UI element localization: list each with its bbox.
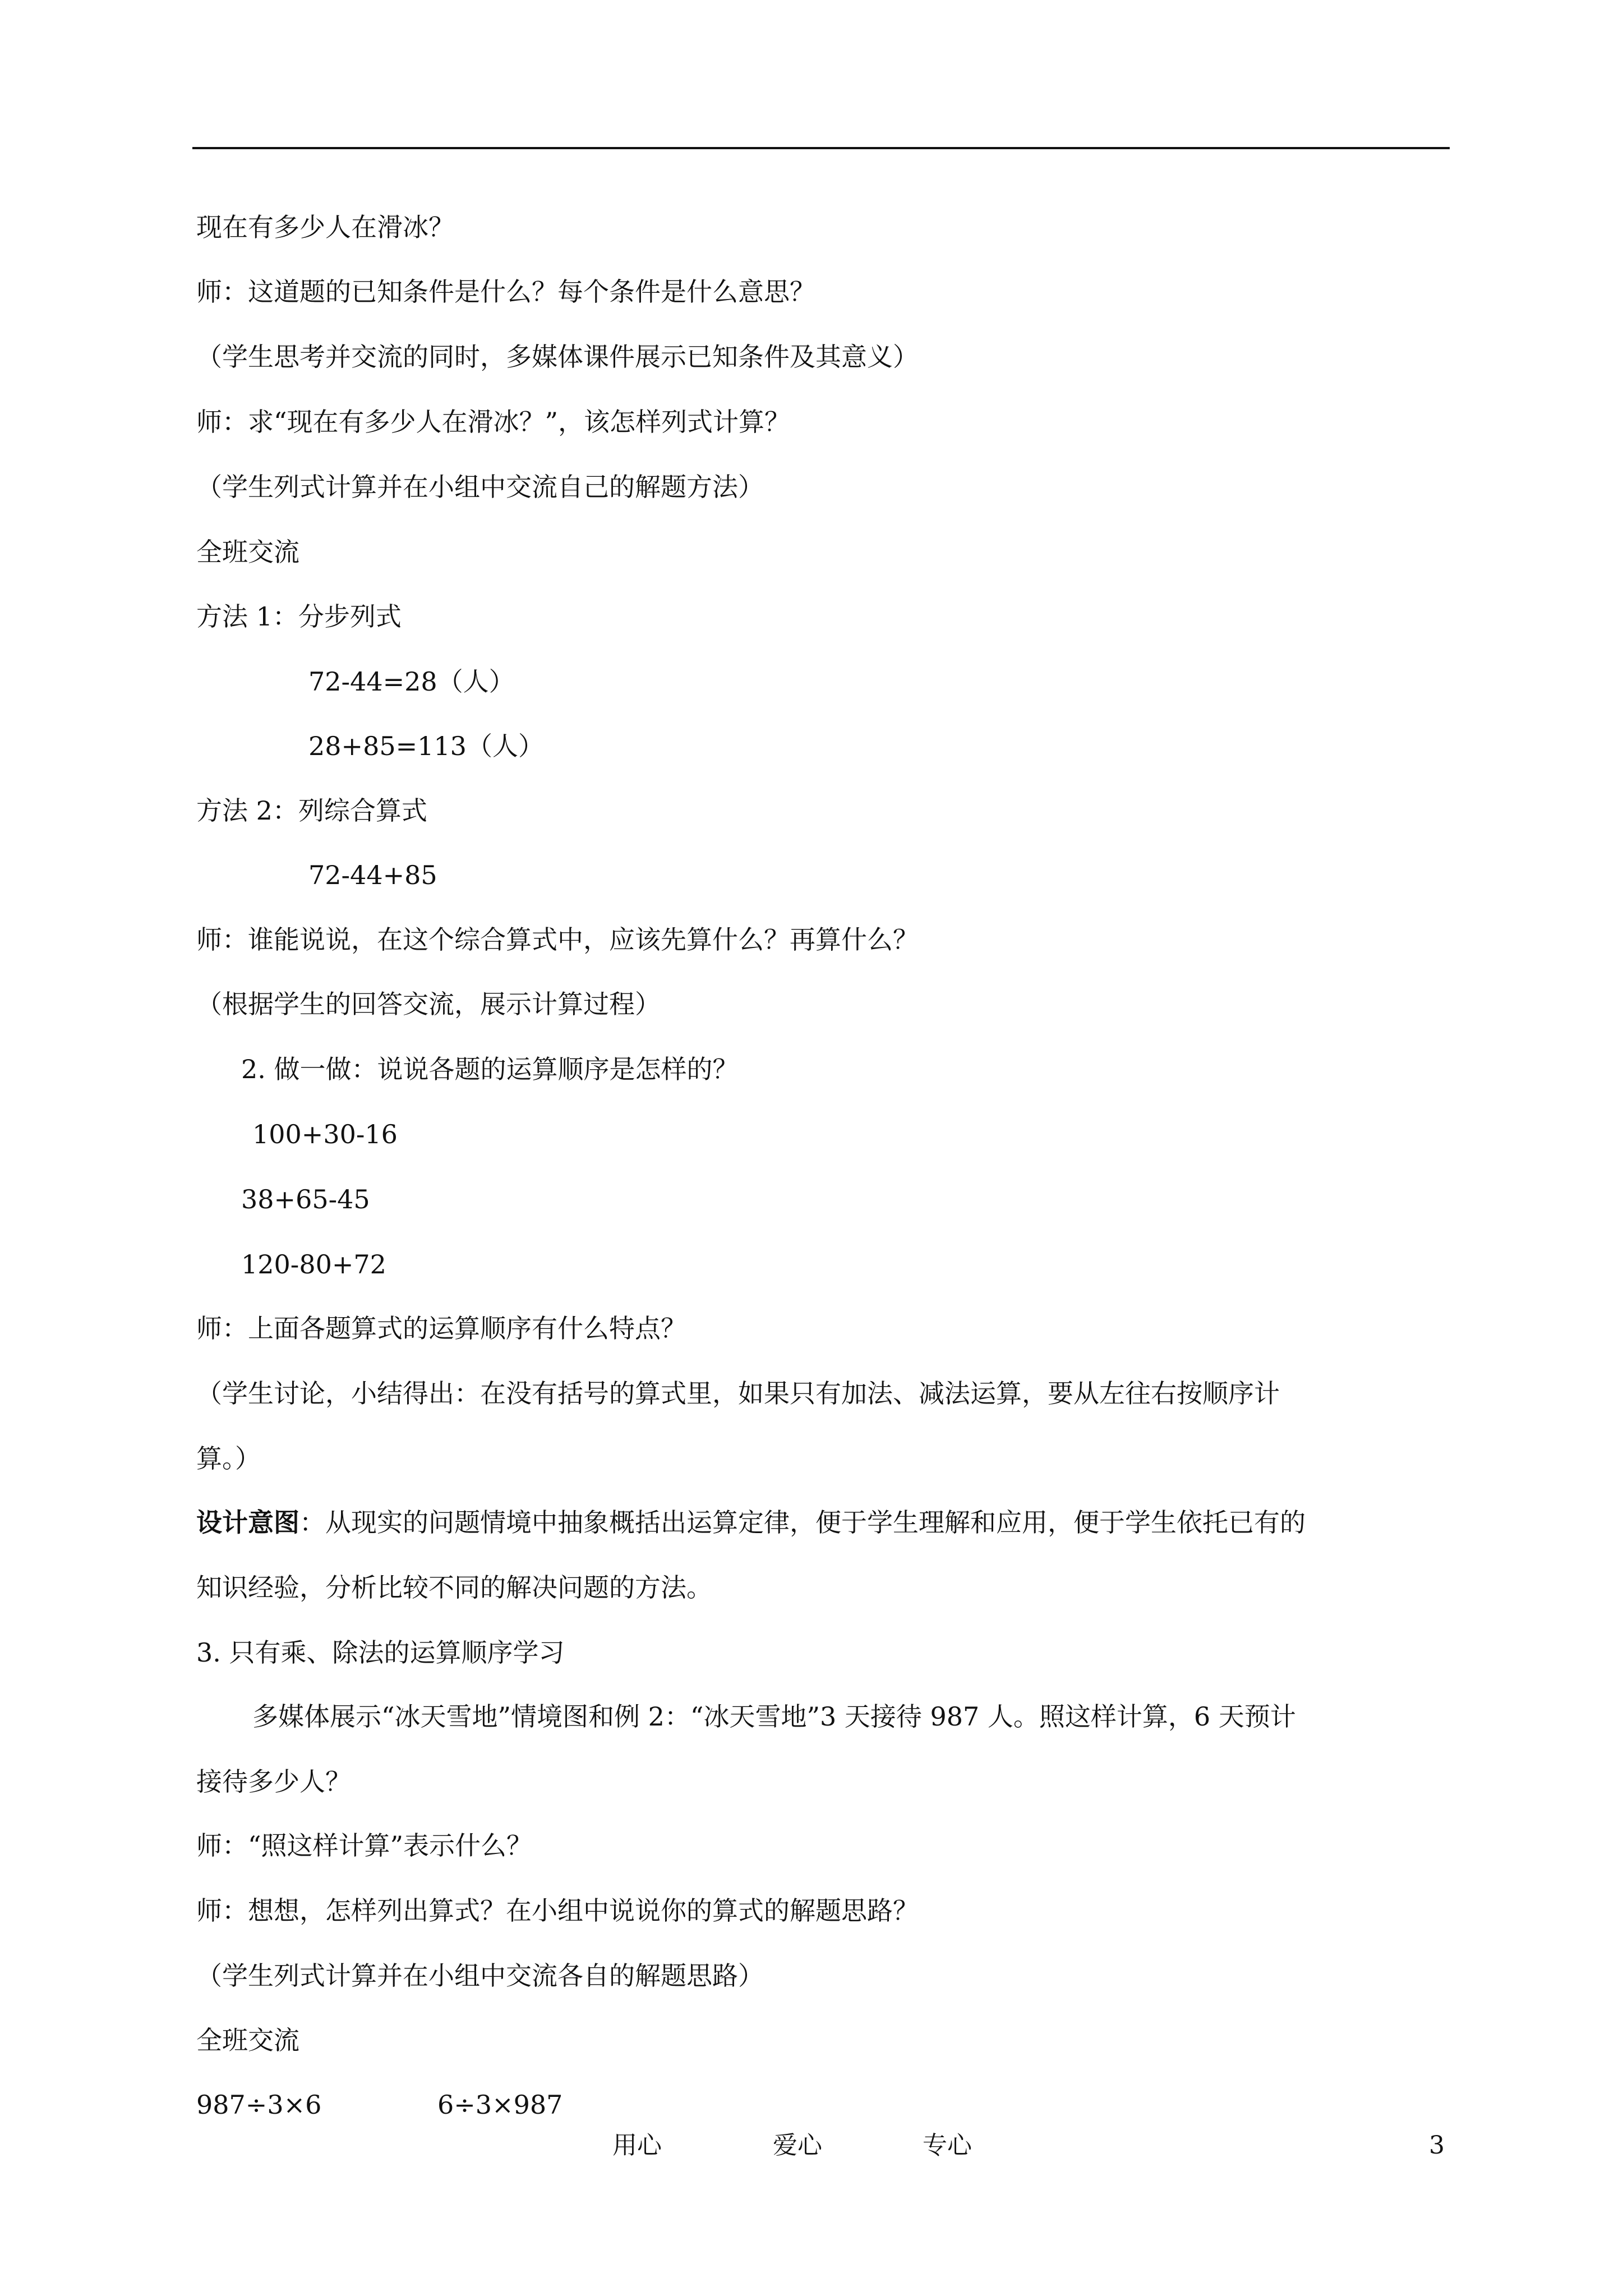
exercise-formula-2: 38+65-45 [241,1184,370,1214]
text-line-3: （学生思考并交流的同时，多媒体课件展示已知条件及其意义） [196,342,919,372]
formula-combined: 72-44+85 [308,860,437,890]
footer-word-3: 专心 [923,2131,972,2160]
exercise-formula-1: 100+30-16 [252,1119,398,1149]
formula-step-1: 72-44=28（人） [308,666,515,697]
text-line-28: （学生列式计算并在小组中交流各自的解题思路） [196,1961,764,1991]
exercise-heading: 2. 做一做：说说各题的运算顺序是怎样的？ [241,1054,739,1084]
text-line-2: 师：这道题的已知条件是什么？每个条件是什么意思？ [196,277,815,307]
text-line-6: 全班交流 [196,537,299,567]
text-line-22: 知识经验，分析比较不同的解决问题的方法。 [196,1572,712,1603]
text-line-10: 方法 2：列综合算式 [196,795,427,826]
text-line-4: 师：求“现在有多少人在滑冰？”，该怎样列式计算？ [196,407,791,437]
formula-option-2: 6÷3×987 [437,2090,563,2120]
text-line-18: 师：上面各题算式的运算顺序有什么特点？ [196,1313,686,1343]
text-line-1: 现在有多少人在滑冰？ [196,212,454,242]
footer-word-2: 爱心 [773,2131,822,2160]
text-line-29: 全班交流 [196,2025,299,2055]
formula-option-1: 987÷3×6 [196,2090,322,2120]
text-line-19: （学生讨论，小结得出：在没有括号的算式里，如果只有加法、减法运算，要从左往右按顺序计 [196,1378,1280,1409]
section-heading-3: 3. 只有乘、除法的运算顺序学习 [196,1637,565,1668]
text-line-24: 多媒体展示“冰天雪地”情境图和例 2：“冰天雪地”3 天接待 987 人。照这样计算，6 天预计 [252,1701,1296,1732]
design-intent-text: ：从现实的问题情境中抽象概括出运算定律，便于学生理解和应用，便于学生依托已有的 [299,1507,1306,1538]
footer-word-1: 用心 [612,2131,662,2160]
formula-step-2: 28+85=113（人） [308,731,544,761]
text-line-13: （根据学生的回答交流，展示计算过程） [196,989,661,1019]
text-line-26: 师：“照这样计算”表示什么？ [196,1830,533,1861]
text-line-5: （学生列式计算并在小组中交流自己的解题方法） [196,472,764,502]
text-line-27: 师：想想，怎样列出算式？在小组中说说你的算式的解题思路？ [196,1895,919,1926]
text-line-12: 师：谁能说说，在这个综合算式中，应该先算什么？再算什么？ [196,924,919,955]
exercise-formula-3: 120-80+72 [241,1249,386,1280]
text-line-25: 接待多少人？ [196,1766,351,1797]
design-intent-line [196,1506,1306,1539]
text-line-20: 算。） [196,1443,261,1474]
page-number: 3 [1429,2131,1445,2160]
text-line-7: 方法 1：分步列式 [196,601,402,632]
design-intent-label: 设计意图 [196,1507,299,1538]
header-rule [192,147,1450,149]
